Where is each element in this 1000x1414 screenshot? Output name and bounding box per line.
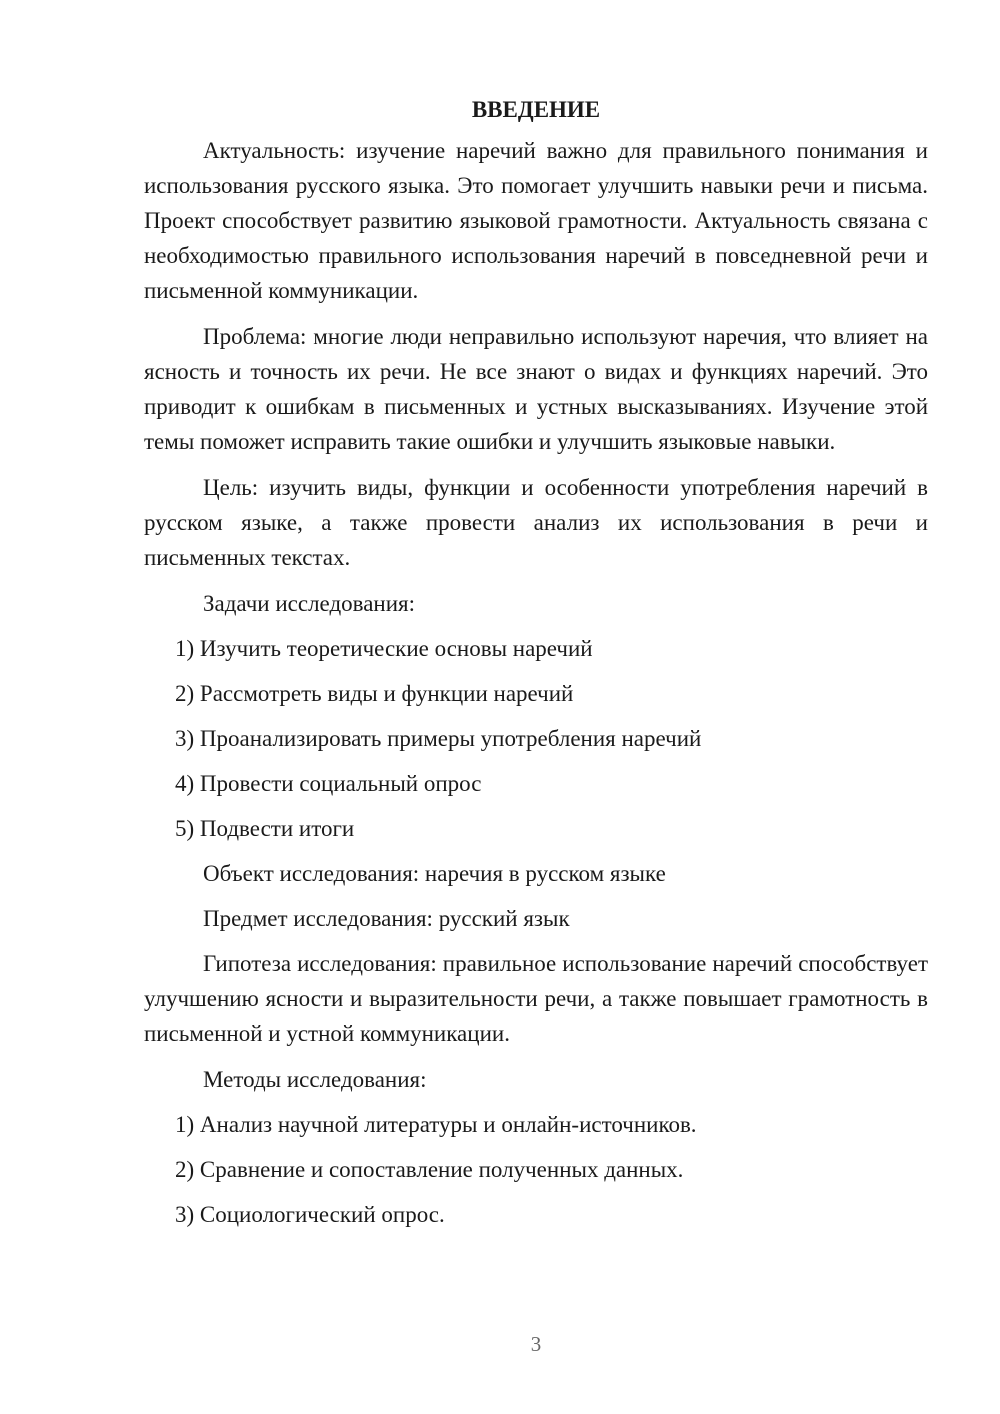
list-item: 4) Провести социальный опрос — [175, 771, 482, 796]
relevance-paragraph: Актуальность: изучение наречий важно для правильного понимания и использования русского языка. Это помогает улучшить навыки речи и письма. Проект способствует развитию языковой грамотности. Актуальность связана с необходимостью правильного использования наречий в повседневной речи и письменной коммуникации. — [144, 138, 928, 303]
research-subject: Предмет исследования: русский язык — [203, 906, 570, 931]
methods-heading: Методы исследования: — [203, 1067, 427, 1092]
tasks-list — [144, 631, 928, 846]
methods-list — [144, 1107, 928, 1232]
page-content — [144, 92, 928, 1242]
list-item: 2) Рассмотреть виды и функции наречий — [175, 681, 574, 706]
goal-paragraph: Цель: изучить виды, функции и особенности употребления наречий в русском языке, а также провести анализ их использования в речи и письменных текстах. — [144, 475, 928, 570]
tasks-heading: Задачи исследования: — [203, 591, 416, 616]
list-item: 2) Сравнение и сопоставление полученных данных. — [175, 1157, 684, 1182]
page-number: 3 — [530, 1332, 542, 1356]
list-item: 3) Социологический опрос. — [175, 1202, 445, 1227]
problem-paragraph: Проблема: многие люди неправильно используют наречия, что влияет на ясность и точность их речи. Не все знают о видах и функциях наречий. Это приводит к ошибкам в письменных и устных высказываниях. Изучение этой темы поможет исправить такие ошибки и улучшить языковые навыки. — [144, 324, 928, 454]
list-item: 5) Подвести итоги — [175, 816, 355, 841]
list-item: 1) Анализ научной литературы и онлайн-источников. — [175, 1112, 697, 1137]
list-item: 3) Проанализировать примеры употребления наречий — [175, 726, 702, 751]
hypothesis-paragraph: Гипотеза исследования: правильное использование наречий способствует улучшению ясности и выразительности речи, а также повышает грамотность в письменной и устной коммуникации. — [144, 951, 928, 1046]
section-title: ВВЕДЕНИЕ — [471, 97, 601, 122]
research-object: Объект исследования: наречия в русском языке — [203, 861, 666, 886]
list-item: 1) Изучить теоретические основы наречий — [175, 636, 593, 661]
